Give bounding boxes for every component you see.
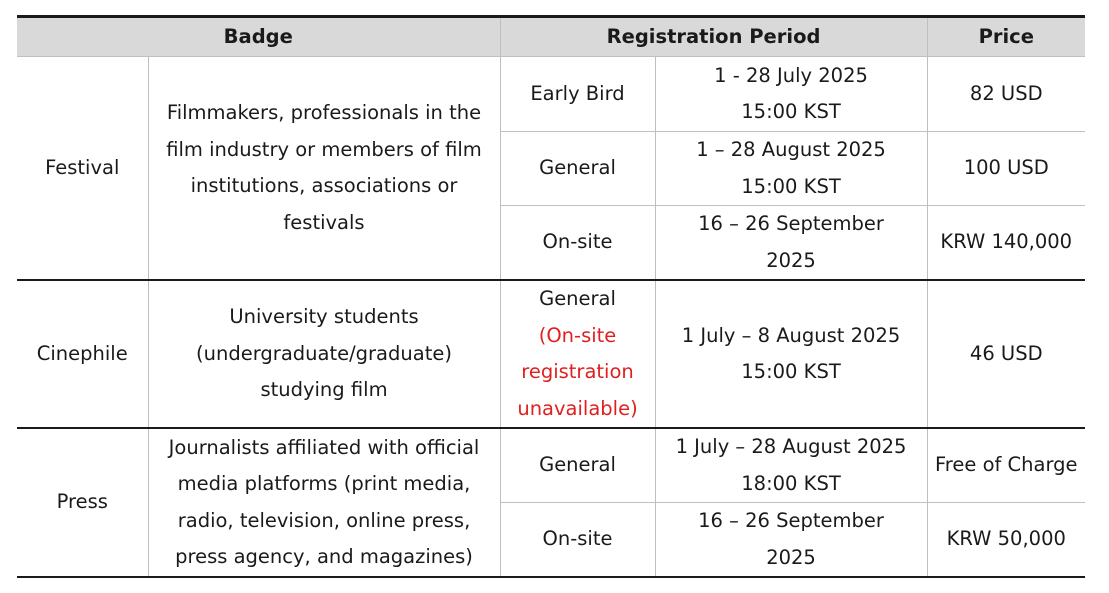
period-dates xyxy=(655,280,927,428)
header-badge: Badge xyxy=(17,17,500,57)
cinephile-description: University students (undergraduate/graduate) studying film xyxy=(148,280,500,428)
date-line: 16 – 26 September xyxy=(698,509,884,532)
period-dates xyxy=(655,503,927,578)
header-price: Price xyxy=(927,17,1085,57)
period-type: General xyxy=(500,428,655,503)
time-line: 15:00 KST xyxy=(741,174,841,198)
price-cell: 100 USD xyxy=(927,132,1085,206)
time-line: 15:00 KST xyxy=(741,100,841,123)
badge-cinephile: Cinephile xyxy=(17,280,148,428)
date-line: 1 - 28 July 2025 xyxy=(714,63,868,87)
period-type: Early Bird xyxy=(500,57,655,132)
date-line: 1 July – 28 August 2025 xyxy=(675,435,907,458)
time-line: 2025 xyxy=(766,248,816,272)
date-line: 1 – 28 August 2025 xyxy=(696,138,886,161)
price-cell: 82 USD xyxy=(927,57,1085,132)
period-dates xyxy=(655,206,927,281)
badge-festival: Festival xyxy=(17,57,148,281)
period-dates xyxy=(655,132,927,206)
period-type-label: General xyxy=(539,287,616,310)
period-type: On-site xyxy=(500,503,655,578)
time-line: 15:00 KST xyxy=(741,360,841,383)
price-cell: KRW 140,000 xyxy=(927,206,1085,281)
table-row xyxy=(17,428,1085,503)
badge-press: Press xyxy=(17,428,148,577)
price-cell: Free of Charge xyxy=(927,428,1085,503)
time-line: 18:00 KST xyxy=(741,471,841,495)
header-registration-period: Registration Period xyxy=(500,17,927,57)
header-row xyxy=(17,17,1085,57)
press-description: Journalists affiliated with official media platforms (print media, radio, television, online press, press agency, and magazines) xyxy=(148,428,500,577)
date-line: 1 July – 8 August 2025 xyxy=(681,323,901,347)
period-dates xyxy=(655,57,927,132)
time-line: 2025 xyxy=(766,545,816,569)
table-row xyxy=(17,280,1085,428)
date-line: 16 – 26 September xyxy=(698,212,884,235)
period-type: On-site xyxy=(500,206,655,281)
table-row xyxy=(17,57,1085,132)
price-cell: 46 USD xyxy=(927,280,1085,428)
period-dates xyxy=(655,428,927,503)
onsite-unavailable-note: (On-site registration unavailable) xyxy=(517,323,638,420)
festival-description: Filmmakers, professionals in the film industry or members of film institutions, associations or festivals xyxy=(148,57,500,281)
price-cell: KRW 50,000 xyxy=(927,503,1085,578)
period-type xyxy=(500,280,655,428)
period-type: General xyxy=(500,132,655,206)
registration-table xyxy=(17,15,1085,578)
